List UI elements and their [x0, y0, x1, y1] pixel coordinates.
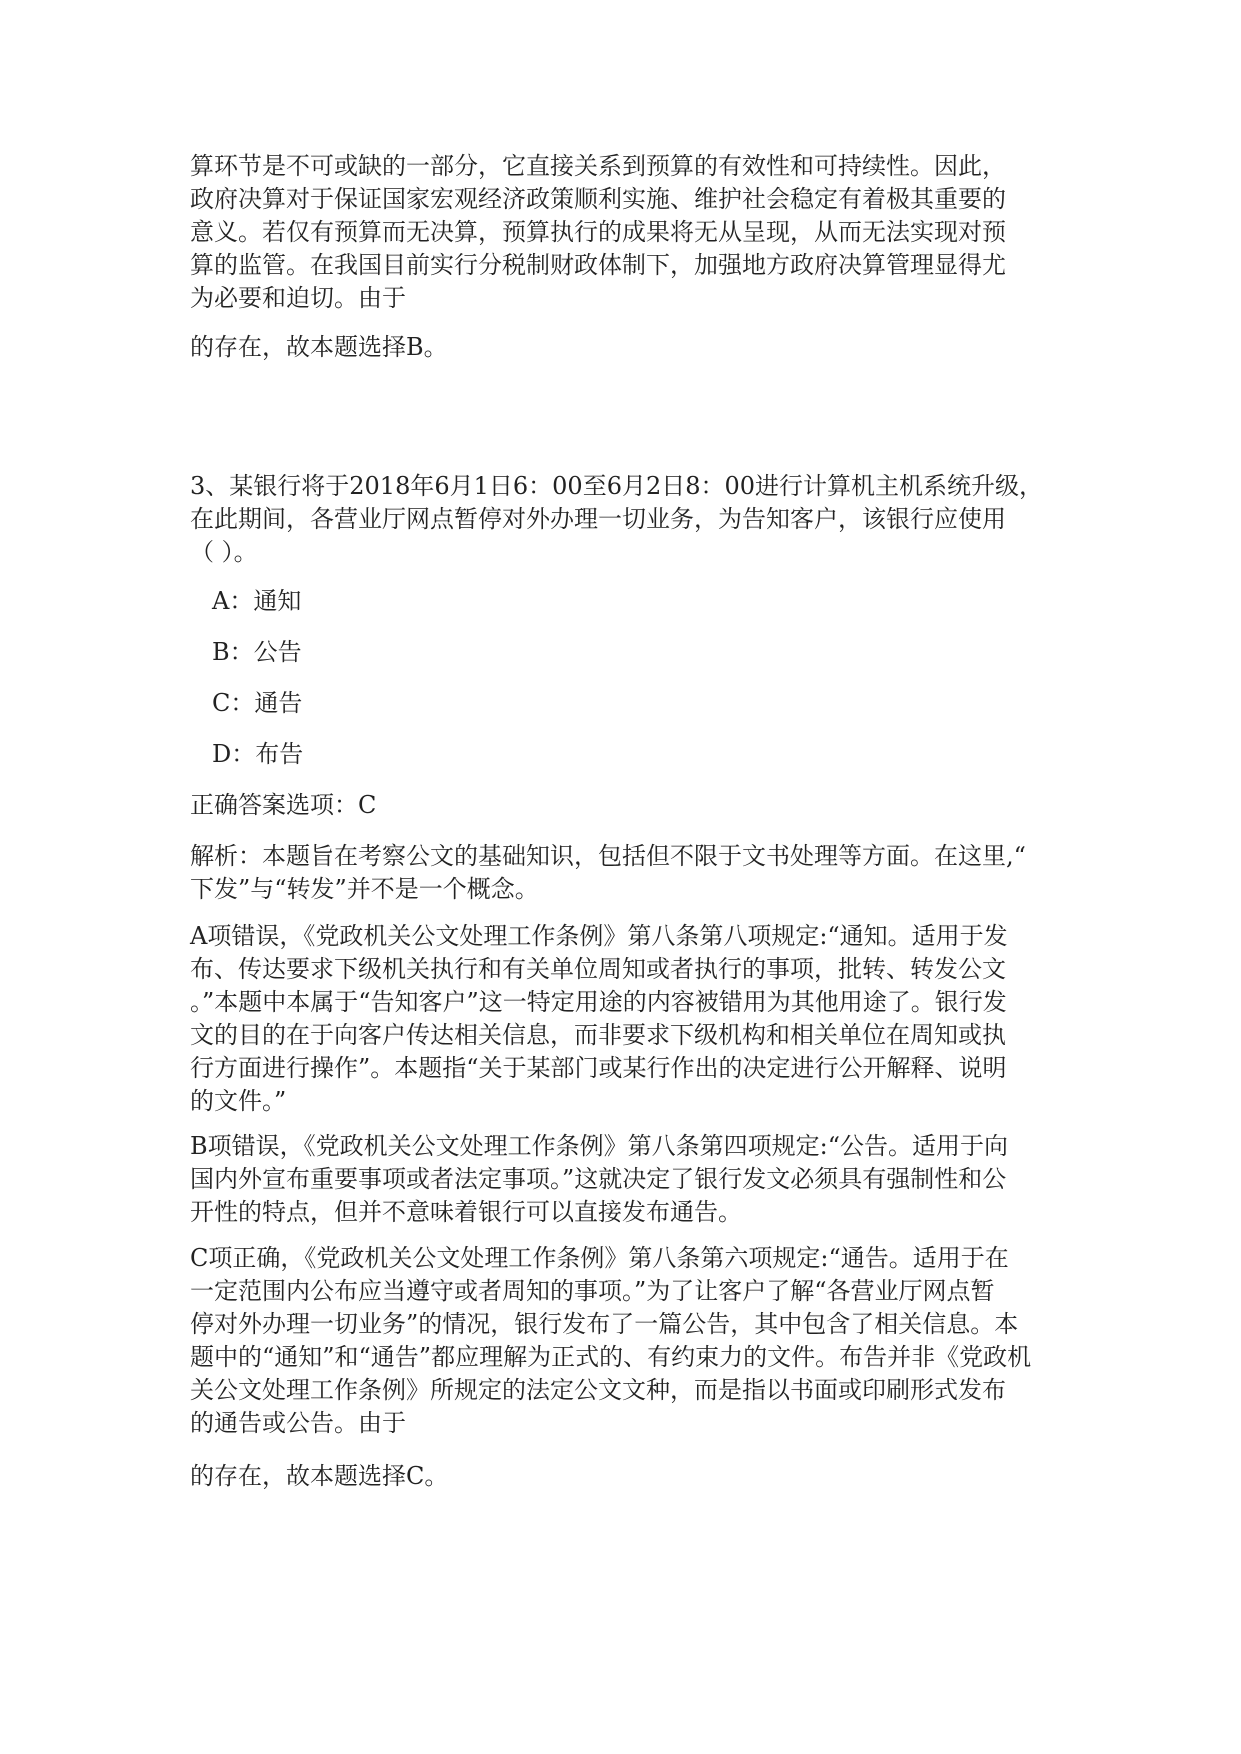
analysis-intro	[190, 840, 1050, 906]
text-line: 关公文处理工作条例》所规定的法定公文文种，而是指以书面或印刷形式发布	[190, 1376, 1006, 1404]
text-line: 下发”与“转发”并不是一个概念。	[190, 875, 539, 903]
text-line: 算的监管。在我国目前实行分税制财政体制下，加强地方政府决算管理显得尤	[190, 251, 1006, 279]
text-line: B项错误，《党政机关公文处理工作条例》第八条第四项规定:“公告。适用于向	[190, 1132, 1008, 1160]
text-line: 一定范围内公布应当遵守或者周知的事项。”为了让客户了解“各营业厅网点暂	[190, 1277, 995, 1305]
option-d: D：布告	[212, 740, 304, 768]
previous-conclusion: 的存在，故本题选择B。	[190, 333, 448, 361]
text-line: 国内外宣布重要事项或者法定事项。”这就决定了银行发文必须具有强制性和公	[190, 1165, 1007, 1193]
analysis-option-b	[190, 1130, 1050, 1229]
option-b: B：公告	[212, 638, 302, 666]
text-line: 为必要和迫切。由于	[190, 284, 406, 312]
previous-analysis-paragraph	[190, 150, 1050, 315]
text-line: 政府决算对于保证国家宏观经济政策顺利实施、维护社会稳定有着极其重要的	[190, 185, 1006, 213]
question-3-stem	[190, 470, 1050, 569]
text-line: 的通告或公告。由于	[190, 1409, 406, 1437]
analysis-option-a	[190, 920, 1050, 1118]
text-line: C项正确，《党政机关公文处理工作条例》第八条第六项规定:“通告。适用于在	[190, 1244, 1009, 1272]
text-line: 意义。若仅有预算而无决算，预算执行的成果将无从呈现，从而无法实现对预	[190, 218, 1006, 246]
text-line: 停对外办理一切业务”的情况，银行发布了一篇公告，其中包含了相关信息。本	[190, 1310, 1019, 1338]
text-line: 题中的“通知”和“通告”都应理解为正式的、有约束力的文件。布告并非《党政机	[190, 1343, 1032, 1371]
text-line: A项错误，《党政机关公文处理工作条例》第八条第八项规定:“通知。适用于发	[190, 922, 1008, 950]
text-line: 文的目的在于向客户传达相关信息，而非要求下级机构和相关单位在周知或执	[190, 1021, 1006, 1049]
text-line: 开性的特点，但并不意味着银行可以直接发布通告。	[190, 1198, 742, 1226]
text-line: 解析：本题旨在考察公文的基础知识，包括但不限于文书处理等方面。在这里,“	[190, 842, 1026, 870]
question-3-conclusion: 的存在，故本题选择C。	[190, 1462, 449, 1490]
option-c: C：通告	[212, 689, 303, 717]
text-line: 布、传达要求下级机关执行和有关单位周知或者执行的事项，批转、转发公文	[190, 955, 1006, 983]
text-line: （ ）。	[190, 538, 258, 566]
text-line: 在此期间，各营业厅网点暂停对外办理一切业务，为告知客户，该银行应使用	[190, 505, 1006, 533]
text-line: 3、某银行将于2018年6月1日6：00至6月2日8：00进行计算机主机系统升级，	[190, 472, 1044, 500]
text-line: 的文件。”	[190, 1087, 287, 1115]
option-a: A：通知	[212, 587, 302, 615]
text-line: 。”本题中本属于“告知客户”这一特定用途的内容被错用为其他用途了。银行发	[190, 988, 1007, 1016]
analysis-option-c	[190, 1242, 1050, 1440]
text-line: 算环节是不可或缺的一部分，它直接关系到预算的有效性和可持续性。因此，	[190, 152, 1006, 180]
text-line: 行方面进行操作”。本题指“关于某部门或某行作出的决定进行公开解释、说明	[190, 1054, 1007, 1082]
correct-answer: 正确答案选项：C	[190, 791, 377, 819]
